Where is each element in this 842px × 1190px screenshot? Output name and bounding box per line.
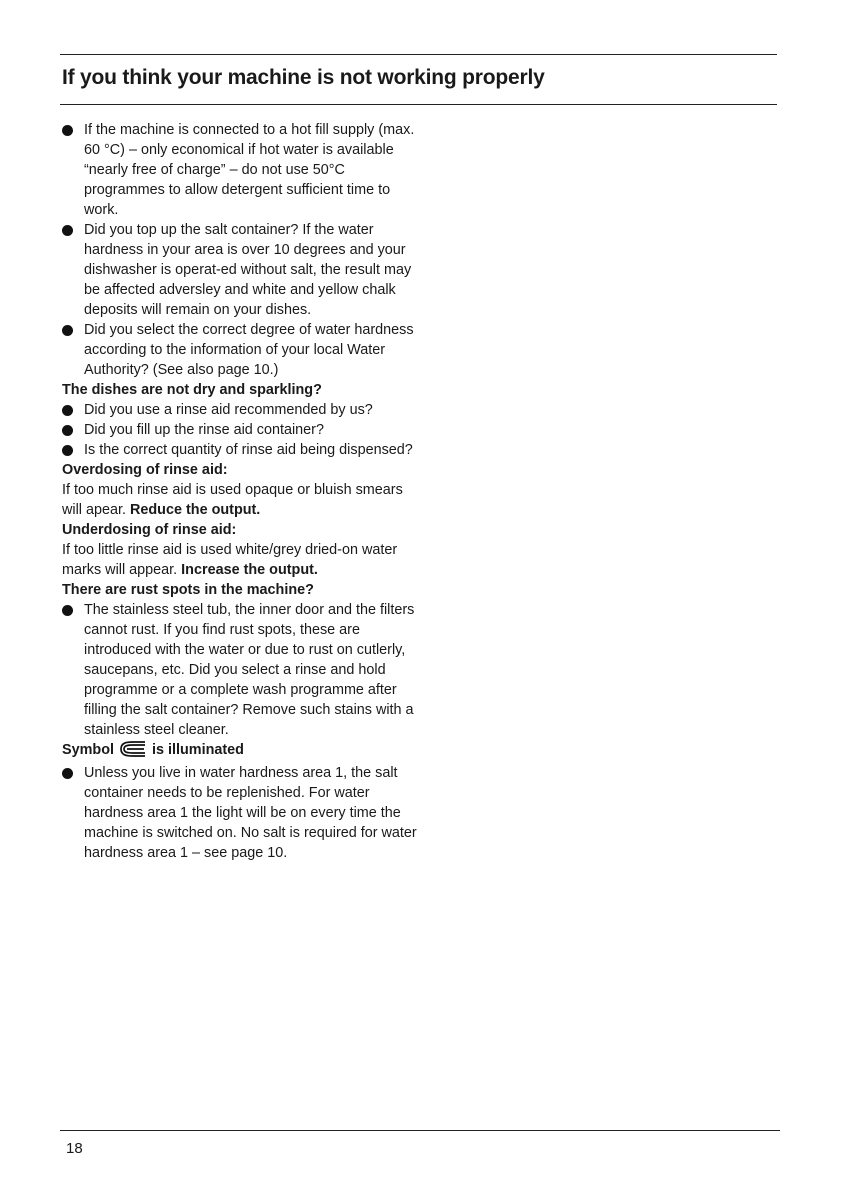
list-item: Unless you live in water hardness area 1, the salt container needs to be replenished. For water hardness area 1 the light will be on every time the machine is switched on. No salt is required for water hardness area 1 – see page 10. xyxy=(62,763,422,863)
list-item: Did you use a rinse aid recommended by us? xyxy=(62,400,422,420)
salt-indicator-icon xyxy=(120,741,146,763)
dry-bullet-list xyxy=(62,400,422,460)
dry-section-heading: The dishes are not dry and sparkling? xyxy=(62,382,322,398)
list-item: Did you select the correct degree of water hardness according to the information of your local Water Authority? (See also page 10.) xyxy=(62,320,422,380)
underdosing-text xyxy=(62,540,422,580)
symbol-heading-after: is illuminated xyxy=(151,742,244,758)
rust-bullet-list xyxy=(62,600,422,740)
symbol-section-heading xyxy=(62,740,422,763)
page-number: 18 xyxy=(66,1140,83,1157)
underdosing-heading: Underdosing of rinse aid: xyxy=(62,522,237,538)
title-underline xyxy=(60,104,777,105)
troubleshooting-content xyxy=(62,120,422,863)
overdosing-emphasis: Reduce the output. xyxy=(130,502,261,518)
bottom-rule xyxy=(60,1130,780,1131)
symbol-bullet-list xyxy=(62,763,422,863)
symbol-heading-before: Symbol xyxy=(62,742,114,758)
list-item: If the machine is connected to a hot fill supply (max. 60 °C) – only economical if hot water is available “nearly free of charge” – do not use 50°C programmes to allow detergent sufficient time to work. xyxy=(62,120,422,220)
top-rule xyxy=(60,54,777,55)
underdosing-emphasis: Increase the output. xyxy=(181,562,318,578)
page-title: If you think your machine is not working properly xyxy=(62,66,545,89)
overdosing-heading: Overdosing of rinse aid: xyxy=(62,462,228,478)
intro-bullet-list xyxy=(62,120,422,380)
list-item: Is the correct quantity of rinse aid being dispensed? xyxy=(62,440,422,460)
list-item: The stainless steel tub, the inner door and the filters cannot rust. If you find rust spots, these are introduced with the water or due to rust on cutlerly, saucepans, etc. Did you select a rinse and hold programme or a complete wash programme after filling the salt container? Remove such stains with a stainless steel cleaner. xyxy=(62,600,422,740)
list-item: Did you fill up the rinse aid container? xyxy=(62,420,422,440)
overdosing-body: If too much rinse aid is used opaque or bluish smears will apear. xyxy=(62,482,403,518)
rust-section-heading: There are rust spots in the machine? xyxy=(62,582,314,598)
overdosing-text xyxy=(62,480,422,520)
underdosing-body: If too little rinse aid is used white/grey dried-on water marks will appear. xyxy=(62,542,398,578)
list-item: Did you top up the salt container? If the water hardness in your area is over 10 degrees and your dishwasher is operat-ed without salt, the result may be affected adversley and white and yellow chalk deposits will remain on your dishes. xyxy=(62,220,422,320)
